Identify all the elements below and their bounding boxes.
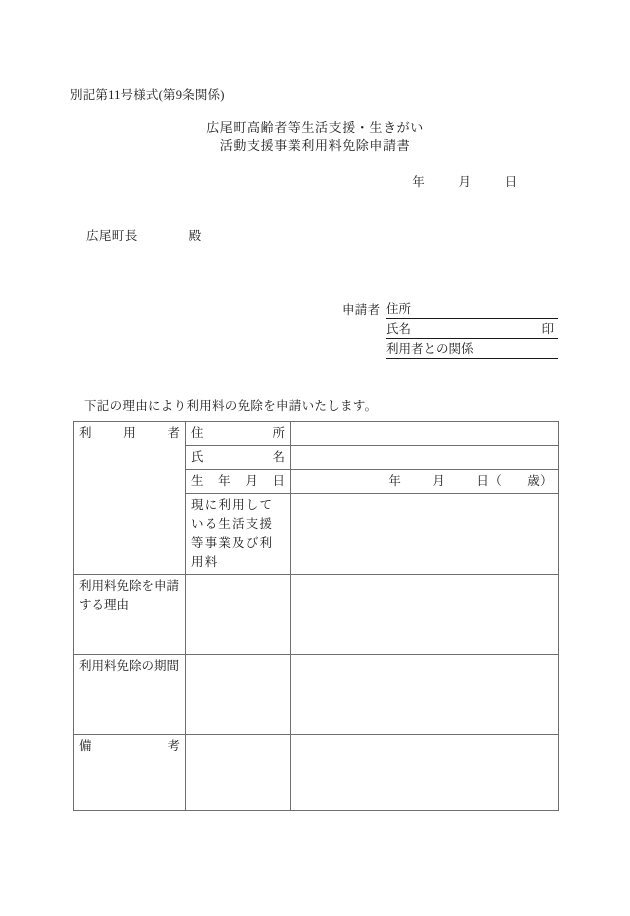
period-spacer-cell [186, 655, 291, 735]
statement-text: 下記の理由により利用料の免除を申請いたします。 [84, 399, 378, 413]
applicant-fields [386, 299, 558, 359]
dob-day-label: 日（ [476, 474, 503, 488]
period-label-cell: 利用料免除の期間 [74, 655, 186, 735]
addressee [86, 226, 202, 244]
table-row [74, 422, 559, 446]
dob-year-label: 年 [388, 474, 402, 488]
reason-spacer-cell [186, 575, 291, 655]
address-char-1: 住 [191, 426, 204, 440]
page-title [0, 119, 630, 155]
remarks-value-cell[interactable] [291, 735, 559, 811]
title-line-1: 広尾町高齢者等生活支援・生きがい [206, 120, 424, 135]
user-name-label-cell [186, 446, 291, 470]
period-value-cell[interactable] [291, 655, 559, 735]
dob-char-3: 月 [245, 474, 258, 488]
user-label-char-2: 用 [123, 426, 136, 440]
addressee-honorific: 殿 [188, 229, 202, 243]
table-row [74, 575, 559, 655]
user-name-label [191, 448, 285, 467]
remarks-label-cell [74, 735, 186, 811]
reason-label-cell: 利用料免除を申請する理由 [74, 575, 186, 655]
date-line [0, 172, 630, 190]
user-address-value-cell[interactable] [291, 422, 559, 446]
applicant-relation-label: 利用者との関係 [386, 342, 474, 356]
dob-char-4: 日 [272, 474, 285, 488]
applicant-address-label: 住所 [386, 302, 412, 316]
applicant-label: 申請者 [342, 303, 381, 317]
applicant-address-field[interactable] [386, 299, 558, 319]
table-row [74, 735, 559, 811]
applicant-relation-field[interactable] [386, 339, 558, 359]
user-name-value-cell[interactable] [291, 446, 559, 470]
user-section-label [79, 424, 180, 443]
dob-char-1: 生 [191, 474, 204, 488]
current-service-label: 現に利用している生活支援等事業及び利用料 [191, 498, 274, 569]
name-char-1: 氏 [191, 450, 204, 464]
remarks-spacer-cell [186, 735, 291, 811]
applicant-block [342, 299, 558, 359]
user-dob-label [191, 472, 285, 491]
user-dob-label-cell [186, 470, 291, 494]
remarks-char-1: 備 [79, 739, 92, 753]
user-dob-value-cell[interactable] [291, 470, 559, 494]
seal-label: 印 [541, 322, 554, 336]
user-label-char-1: 利 [79, 426, 92, 440]
user-address-label [191, 424, 285, 443]
date-day-label: 日 [504, 175, 518, 189]
dob-char-2: 年 [218, 474, 231, 488]
user-address-label-cell [186, 422, 291, 446]
user-label-char-3: 者 [167, 426, 180, 440]
table-row [74, 655, 559, 735]
current-service-value-cell[interactable] [291, 494, 559, 575]
remarks-char-2: 考 [167, 739, 180, 753]
address-char-2: 所 [272, 426, 285, 440]
name-char-2: 名 [272, 450, 285, 464]
date-month-label: 月 [458, 175, 472, 189]
applicant-name-label: 氏名 [386, 322, 412, 336]
reason-value-cell[interactable] [291, 575, 559, 655]
title-line-2: 活動支援事業利用料免除申請書 [219, 138, 411, 153]
dob-age-label: 歳） [527, 474, 553, 488]
dob-month-label: 月 [432, 474, 446, 488]
user-section-label-cell [74, 422, 186, 575]
date-year-label: 年 [412, 175, 426, 189]
remarks-label [79, 737, 180, 756]
application-table [73, 421, 559, 811]
form-number: 別記第11号様式(第9条関係) [70, 88, 225, 102]
addressee-name: 広尾町長 [86, 229, 138, 243]
applicant-name-field[interactable] [386, 319, 558, 339]
current-service-label-cell [186, 494, 291, 575]
